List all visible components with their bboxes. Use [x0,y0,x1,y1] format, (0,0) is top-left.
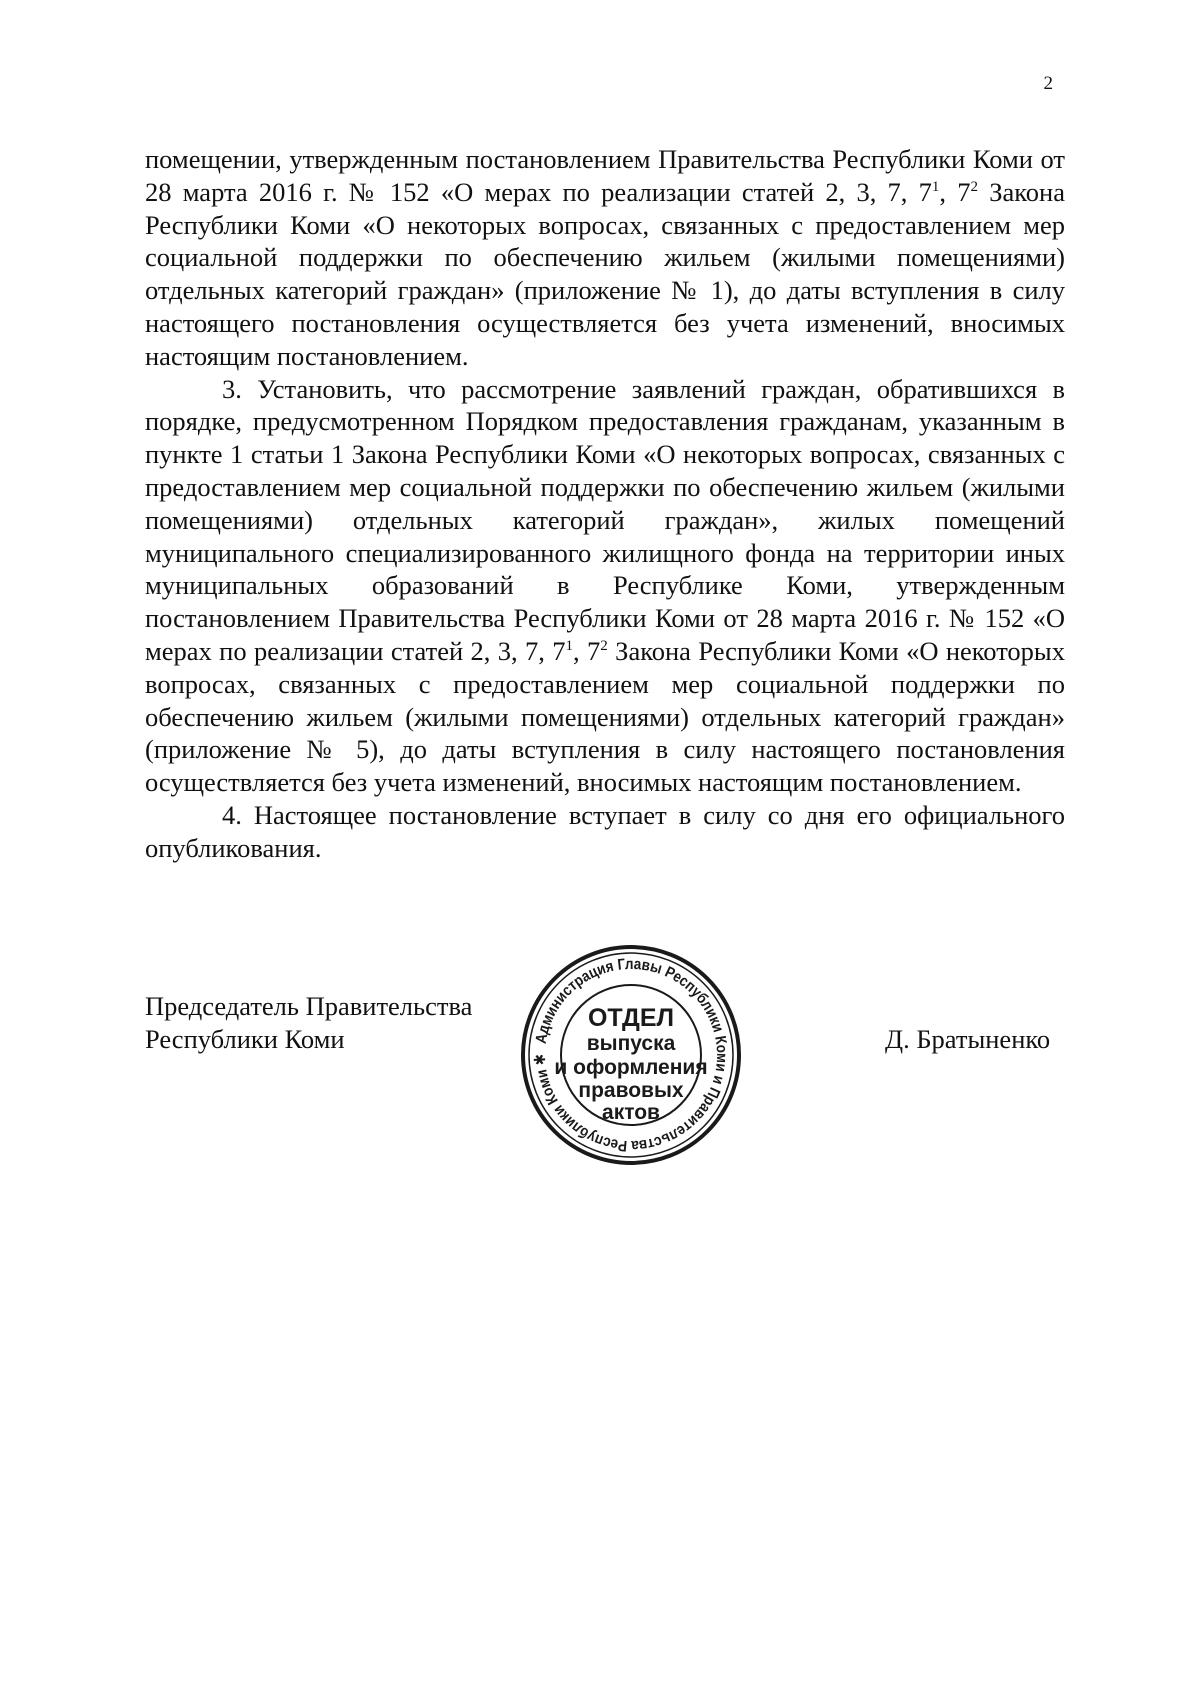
paragraph-item-3 [145,373,1065,799]
seal-center-text: и оформления [554,1056,708,1079]
paragraph-text: Закона Республики Коми «О некоторых вопросах, связанных с предоставлением мер социальной поддержки по обеспечению жильем (жилыми помещениями) отдельных категорий граждан» (приложение № 1), до даты вступления в силу настоящего постановления осуществляется без учета изменений, вносимых настоящим постановлением. [145,176,1065,371]
seal-center-text: выпуска [586,1032,676,1055]
seal-center-text: ОТДЕЛ [587,1004,675,1032]
official-seal-stamp [518,942,744,1168]
paragraph-text: помещении, утвержденным постановлением Правительства Республики Коми от 28 марта 2016 г. № 152 «О мерах по реализации статей 2, 3, 7, 7 [145,144,1065,207]
superscript: 2 [970,178,979,195]
superscript: 1 [931,178,940,195]
superscript: 2 [600,637,608,654]
paragraph-item-4 [145,799,1065,865]
signer-name: Д. Братыненко [885,1024,1051,1054]
seal-outer-ring [523,947,739,1163]
superscript: 1 [565,637,574,654]
paragraph-continuation [145,143,1065,373]
seal-center-text: актов [602,1101,660,1124]
seal-icon [518,942,744,1168]
seal-inner-ring [529,953,733,1157]
paragraph-text: , 7 [939,176,971,207]
signer-title-line: Председатель Правительства [145,991,473,1021]
document-body [145,143,1065,865]
page-number: 2 [1043,73,1053,94]
paragraph-text: 4. Настоящее постановление вступает в силу со дня его официального опубликования. [145,799,1065,863]
signer-title [145,990,525,1056]
paragraph-text: , 7 [573,635,601,666]
signer-title-line: Республики Коми [145,1024,345,1054]
paragraph-text: 3. Установить, что рассмотрение заявлений граждан, обратившихся в порядке, предусмотренном Порядком предоставления гражданам, указанным в пункте 1 статьи 1 Закона Республики Коми «О некоторых вопросах, связанных с предоставлением мер социальной поддержки по обеспечению жильем (жилыми помещениями) отдельных категорий граждан», жилых помещений муниципального специализированного жилищного фонда на территории иных муниципальных образований в Республике Коми, утвержденным постановлением Правительства Республики Коми от 28 марта 2016 г. № 152 «О мерах по реализации статей 2, 3, 7, 7 [145,373,1065,666]
seal-center-text: правовых [578,1079,684,1102]
seal-ring-text: Администрация Главы Республики Коми и Правительства Республики Коми ✱ [531,955,731,1155]
paragraph-text: Закона Республики Коми «О некоторых вопросах, связанных с предоставлением мер социальной поддержки по обеспечению жильем (жилыми помещениями) отдельных категорий граждан» (приложение № 5), до даты вступления в силу настоящего постановления осуществляется без учета изменений, вносимых настоящим постановлением. [145,635,1065,798]
